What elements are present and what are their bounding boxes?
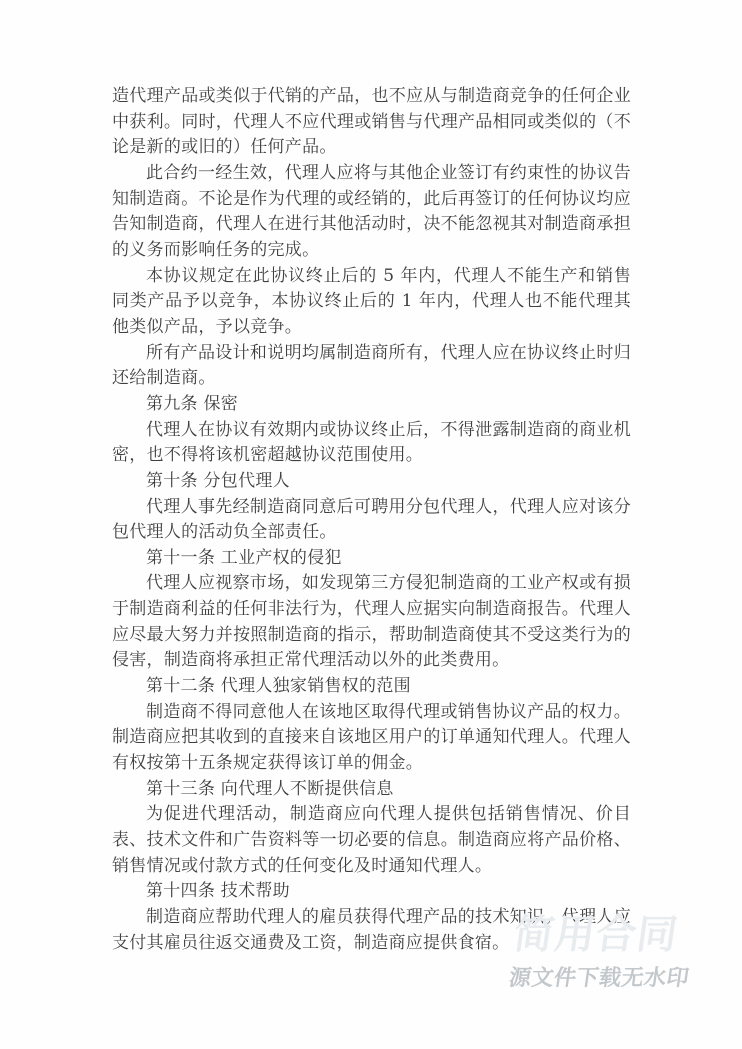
section-heading: 第十条 分包代理人 [146,470,290,491]
contract-paragraph: 代理人应视察市场，如发现第三方侵犯制造商的工业产权或有损于制造商利益的任何非法行为，代理人应据实向制造商报告。代理人应尽最大努力并按照制造商的指示，帮助制造商使其不受这类行为的侵害，制造商将承担正常代理活动以外的此类费用。 [112,573,631,671]
contract-paragraph: 为促进代理活动，制造商应向代理人提供包括销售情况、价目表、技术文件和广告资料等一切必要的信息。制造商应将产品价格、销售情况或付款方式的任何变化及时通知代理人。 [112,804,631,876]
section-heading: 第十二条 代理人独家销售权的范围 [146,676,411,697]
contract-paragraph: 所有产品设计和说明均属制造商所有，代理人应在协议终止时归还给制造商。 [112,342,631,389]
contract-paragraph: 本协议规定在此协议终止后的 5 年内，代理人不能生产和销售同类产品予以竞争，本协议终止后的 1 年内，代理人也不能代理其他类似产品，予以竞争。 [112,265,631,337]
contract-paragraph: 造代理产品或类似于代销的产品，也不应从与制造商竞争的任何企业中获利。同时，代理人不应代理或销售与代理产品相同或类似的（不论是新的或旧的）任何产品。 [112,86,631,158]
section-heading: 第十三条 向代理人不断提供信息 [146,778,394,799]
contract-paragraph: 制造商不得同意他人在该地区取得代理或销售协议产品的权力。制造商应把其收到的直接来自该地区用户的订单通知代理人。代理人有权按第十五条规定获得该订单的佣金。 [112,701,631,774]
section-heading: 第九条 保密 [146,393,239,414]
contract-paragraph: 代理人在协议有效期内或协议终止后，不得泄露制造商的商业机密，也不得将该机密超越协议范围使用。 [112,419,631,466]
section-heading: 第十四条 技术帮助 [146,881,290,902]
contract-paragraph: 代理人事先经制造商同意后可聘用分包代理人，代理人应对该分包代理人的活动负全部责任。 [112,496,631,543]
watermark-brand-text: 简用合同 [510,912,682,958]
watermark-tagline-text: 源文件下载无水印 [507,966,691,991]
section-heading: 第十一条 工业产权的侵犯 [146,547,342,568]
contract-paragraph: 制造商应帮助代理人的雇员获得代理产品的技术知识。代理人应支付其雇员往返交通费及工资，制造商应提供食宿。 [112,907,631,953]
contract-body [112,84,631,956]
contract-paragraph: 此合约一经生效，代理人应将与其他企业签订有约束性的协议告知制造商。不论是作为代理的或经销的，此后再签订的任何协议均应告知制造商，代理人在进行其他活动时，决不能忽视其对制造商承担的义务而影响任务的完成。 [112,162,631,260]
